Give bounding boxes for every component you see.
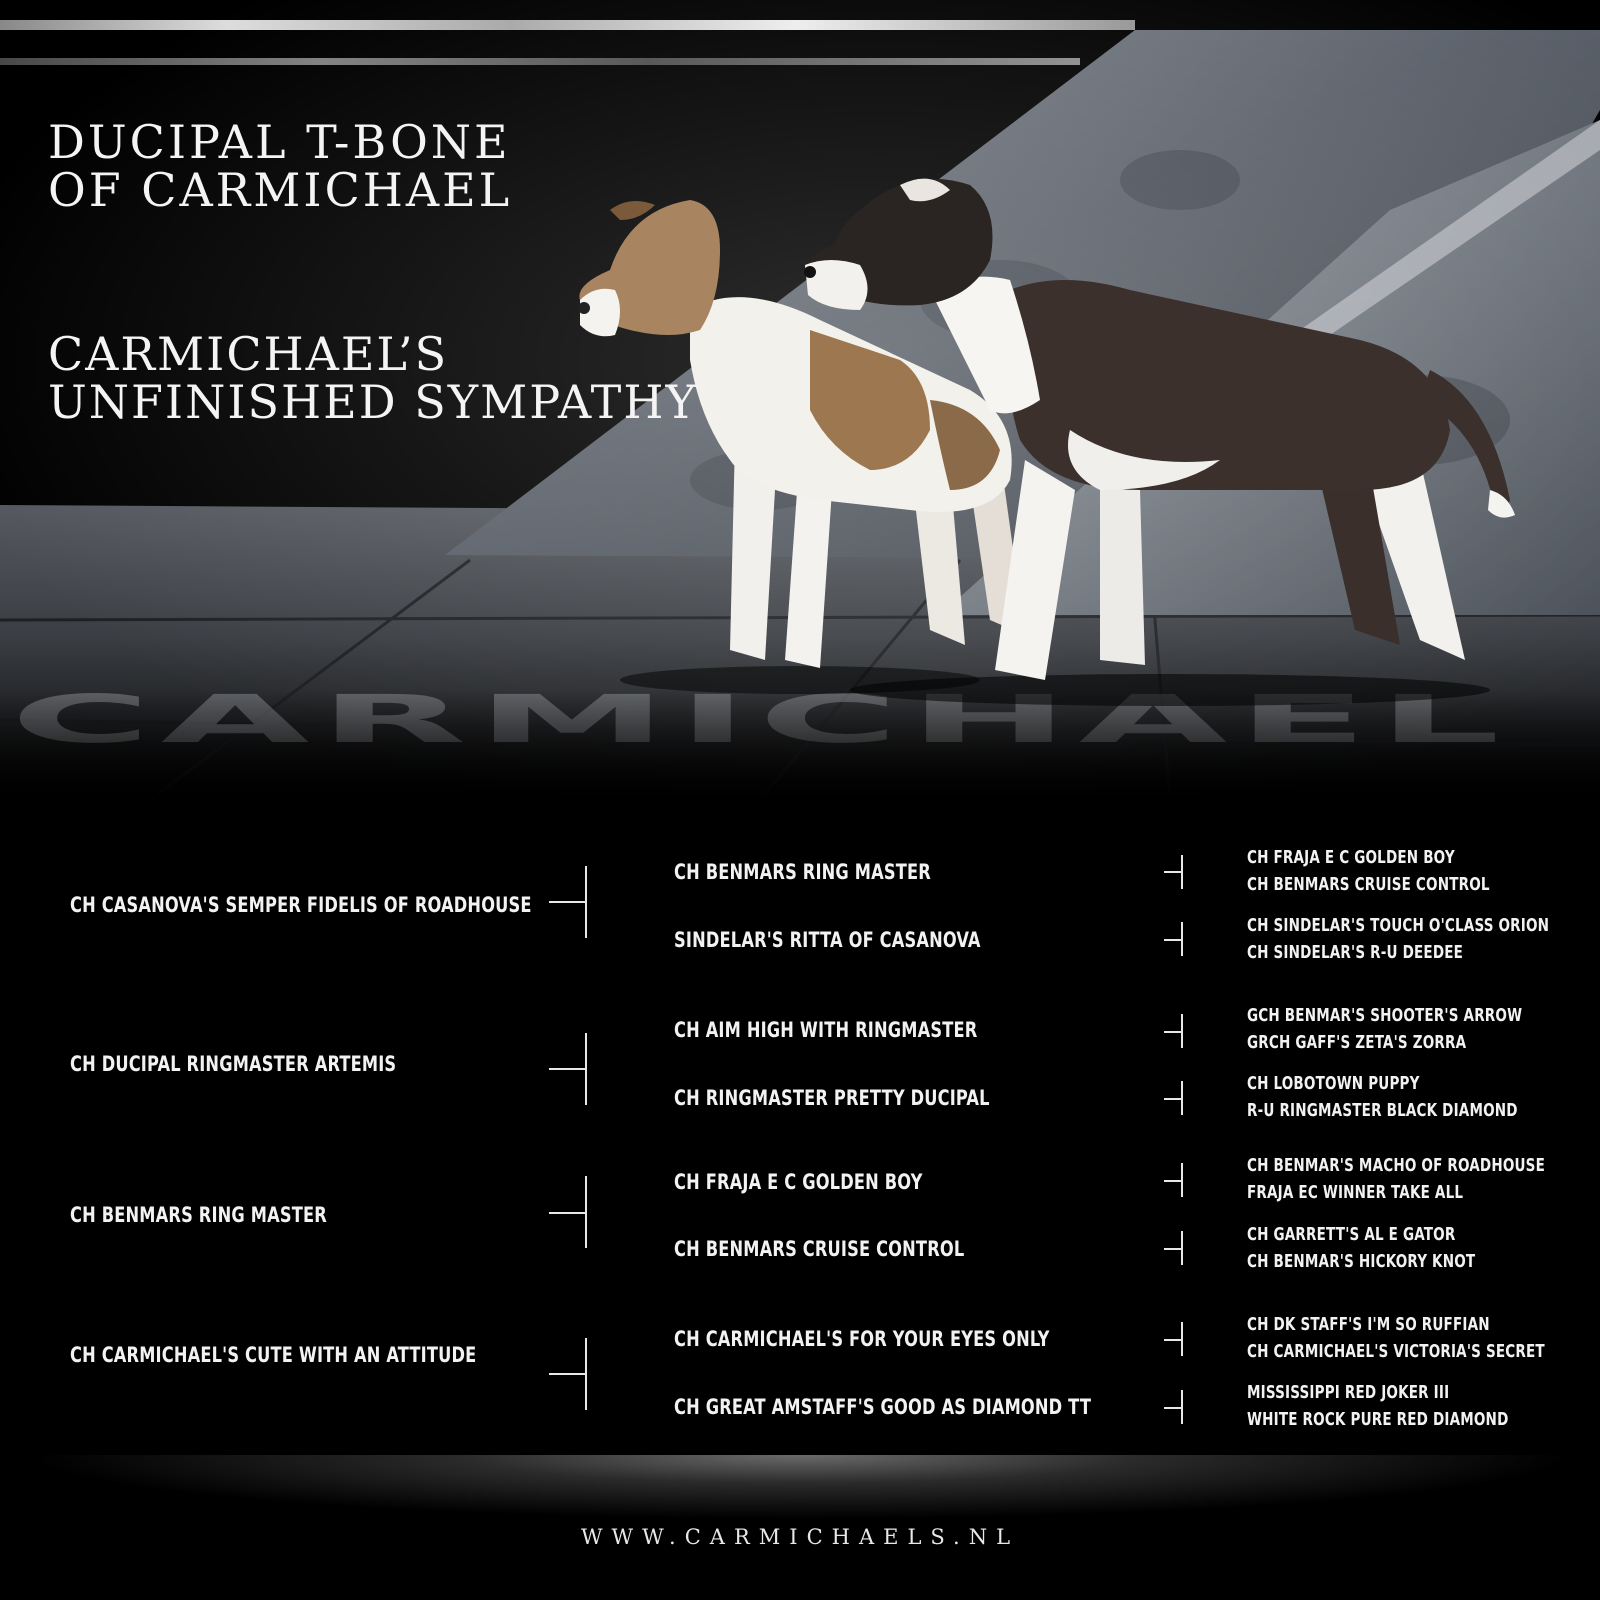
bracket-connector bbox=[1181, 1081, 1183, 1115]
bracket-connector bbox=[549, 1373, 586, 1375]
bracket-connector bbox=[549, 901, 586, 903]
pedigree-gen3-entry: CH BENMARS CRUISE CONTROL bbox=[1247, 875, 1490, 895]
bracket-connector bbox=[1181, 1014, 1183, 1048]
pedigree-gen3-entry: MISSISSIPPI RED JOKER III bbox=[1247, 1383, 1450, 1403]
pedigree-gen3-entry: R-U RINGMASTER BLACK DIAMOND bbox=[1247, 1101, 1518, 1121]
bracket-connector bbox=[1181, 855, 1183, 889]
sire-name-line-2: OF CARMICHAEL bbox=[48, 163, 513, 218]
pedigree-gen2-entry: CH BENMARS CRUISE CONTROL bbox=[674, 1237, 965, 1261]
pedigree-gen3-pair bbox=[1247, 1380, 1508, 1434]
top-chrome-bar-thin bbox=[0, 58, 1080, 65]
pedigree-gen1-entry: CH DUCIPAL RINGMASTER ARTEMIS bbox=[70, 1052, 397, 1076]
pedigree-gen3-pair bbox=[1247, 1003, 1522, 1057]
dam-name-title bbox=[48, 327, 698, 430]
sire-name-title bbox=[48, 115, 513, 218]
bracket-connector bbox=[1181, 1390, 1183, 1424]
pedigree-gen3-entry: CH SINDELAR'S TOUCH O'CLASS ORION bbox=[1247, 916, 1550, 936]
bracket-connector bbox=[1181, 1231, 1183, 1265]
pedigree-gen2-entry: CH BENMARS RING MASTER bbox=[674, 860, 931, 884]
pedigree-gen3-entry: CH BENMAR'S MACHO OF ROADHOUSE bbox=[1247, 1156, 1546, 1176]
pedigree-gen2-entry: SINDELAR'S RITTA OF CASANOVA bbox=[674, 928, 981, 952]
pedigree-gen3-entry: GCH BENMAR'S SHOOTER'S ARROW bbox=[1247, 1006, 1523, 1026]
pedigree-gen1-entry: CH BENMARS RING MASTER bbox=[70, 1203, 327, 1227]
bracket-connector bbox=[1181, 922, 1183, 956]
bracket-connector bbox=[585, 1033, 587, 1105]
pedigree-gen3-pair bbox=[1247, 1153, 1545, 1207]
bracket-connector bbox=[1164, 1339, 1182, 1341]
pedigree-gen3-entry: CH SINDELAR'S R-U DEEDEE bbox=[1247, 943, 1464, 963]
bracket-connector bbox=[1181, 1322, 1183, 1356]
pedigree-gen3-entry: CH LOBOTOWN PUPPY bbox=[1247, 1074, 1420, 1094]
pedigree-gen2-entry: CH GREAT AMSTAFF'S GOOD AS DIAMOND TT bbox=[674, 1395, 1092, 1419]
pedigree-gen3-entry: CH DK STAFF'S I'M SO RUFFIAN bbox=[1247, 1315, 1490, 1335]
pedigree-gen1-entry: CH CARMICHAEL'S CUTE WITH AN ATTITUDE bbox=[70, 1343, 477, 1367]
pedigree-gen2-entry: CH AIM HIGH WITH RINGMASTER bbox=[674, 1018, 978, 1042]
bracket-connector bbox=[1164, 1180, 1182, 1182]
pedigree-gen2-entry: CH RINGMASTER PRETTY DUCIPAL bbox=[674, 1086, 990, 1110]
pedigree-gen3-pair bbox=[1247, 913, 1549, 967]
website-link[interactable]: WWW.CARMICHAELS.NL bbox=[580, 1525, 1020, 1549]
bracket-connector bbox=[1181, 1163, 1183, 1197]
pedigree-gen3-entry: CH GARRETT'S AL E GATOR bbox=[1247, 1225, 1456, 1245]
dam-name-line-2: UNFINISHED SYMPATHY bbox=[48, 375, 698, 430]
bracket-connector bbox=[549, 1068, 586, 1070]
pedigree-gen3-entry: CH BENMAR'S HICKORY KNOT bbox=[1247, 1252, 1476, 1272]
bracket-connector bbox=[1164, 1031, 1182, 1033]
pedigree-gen1-entry: CH CASANOVA'S SEMPER FIDELIS OF ROADHOUSE bbox=[70, 893, 532, 917]
top-chrome-bar bbox=[0, 20, 1135, 30]
pedigree-gen3-pair bbox=[1247, 1071, 1518, 1125]
bracket-connector bbox=[1164, 939, 1182, 941]
bracket-connector bbox=[585, 1338, 587, 1410]
bracket-connector bbox=[1164, 871, 1182, 873]
bracket-connector bbox=[585, 1176, 587, 1248]
pedigree-gen3-pair bbox=[1247, 1312, 1545, 1366]
pedigree-gen3-entry: CH FRAJA E C GOLDEN BOY bbox=[1247, 848, 1455, 868]
bracket-connector bbox=[549, 1212, 586, 1214]
sire-name-line-1: DUCIPAL T-BONE bbox=[48, 115, 511, 169]
pedigree-gen2-entry: CH CARMICHAEL'S FOR YOUR EYES ONLY bbox=[674, 1327, 1050, 1351]
pedigree-gen2-entry: CH FRAJA E C GOLDEN BOY bbox=[674, 1170, 923, 1194]
dam-name-line-1: CARMICHAEL’S bbox=[48, 327, 449, 381]
bracket-connector bbox=[1164, 1098, 1182, 1100]
dark-brindle-dog-image bbox=[800, 170, 1540, 710]
pedigree-gen3-pair bbox=[1247, 845, 1490, 899]
bracket-connector bbox=[1164, 1248, 1182, 1250]
pedigree-gen3-entry: FRAJA EC WINNER TAKE ALL bbox=[1247, 1183, 1464, 1203]
bracket-connector bbox=[585, 866, 587, 938]
bracket-connector bbox=[1164, 1407, 1182, 1409]
pedigree-gen3-entry: GRCH GAFF'S ZETA'S ZORRA bbox=[1247, 1033, 1467, 1053]
pedigree-gen3-entry: WHITE ROCK PURE RED DIAMOND bbox=[1247, 1410, 1509, 1430]
pedigree-gen3-pair bbox=[1247, 1222, 1475, 1276]
pedigree-gen3-entry: CH CARMICHAEL'S VICTORIA'S SECRET bbox=[1247, 1342, 1545, 1362]
